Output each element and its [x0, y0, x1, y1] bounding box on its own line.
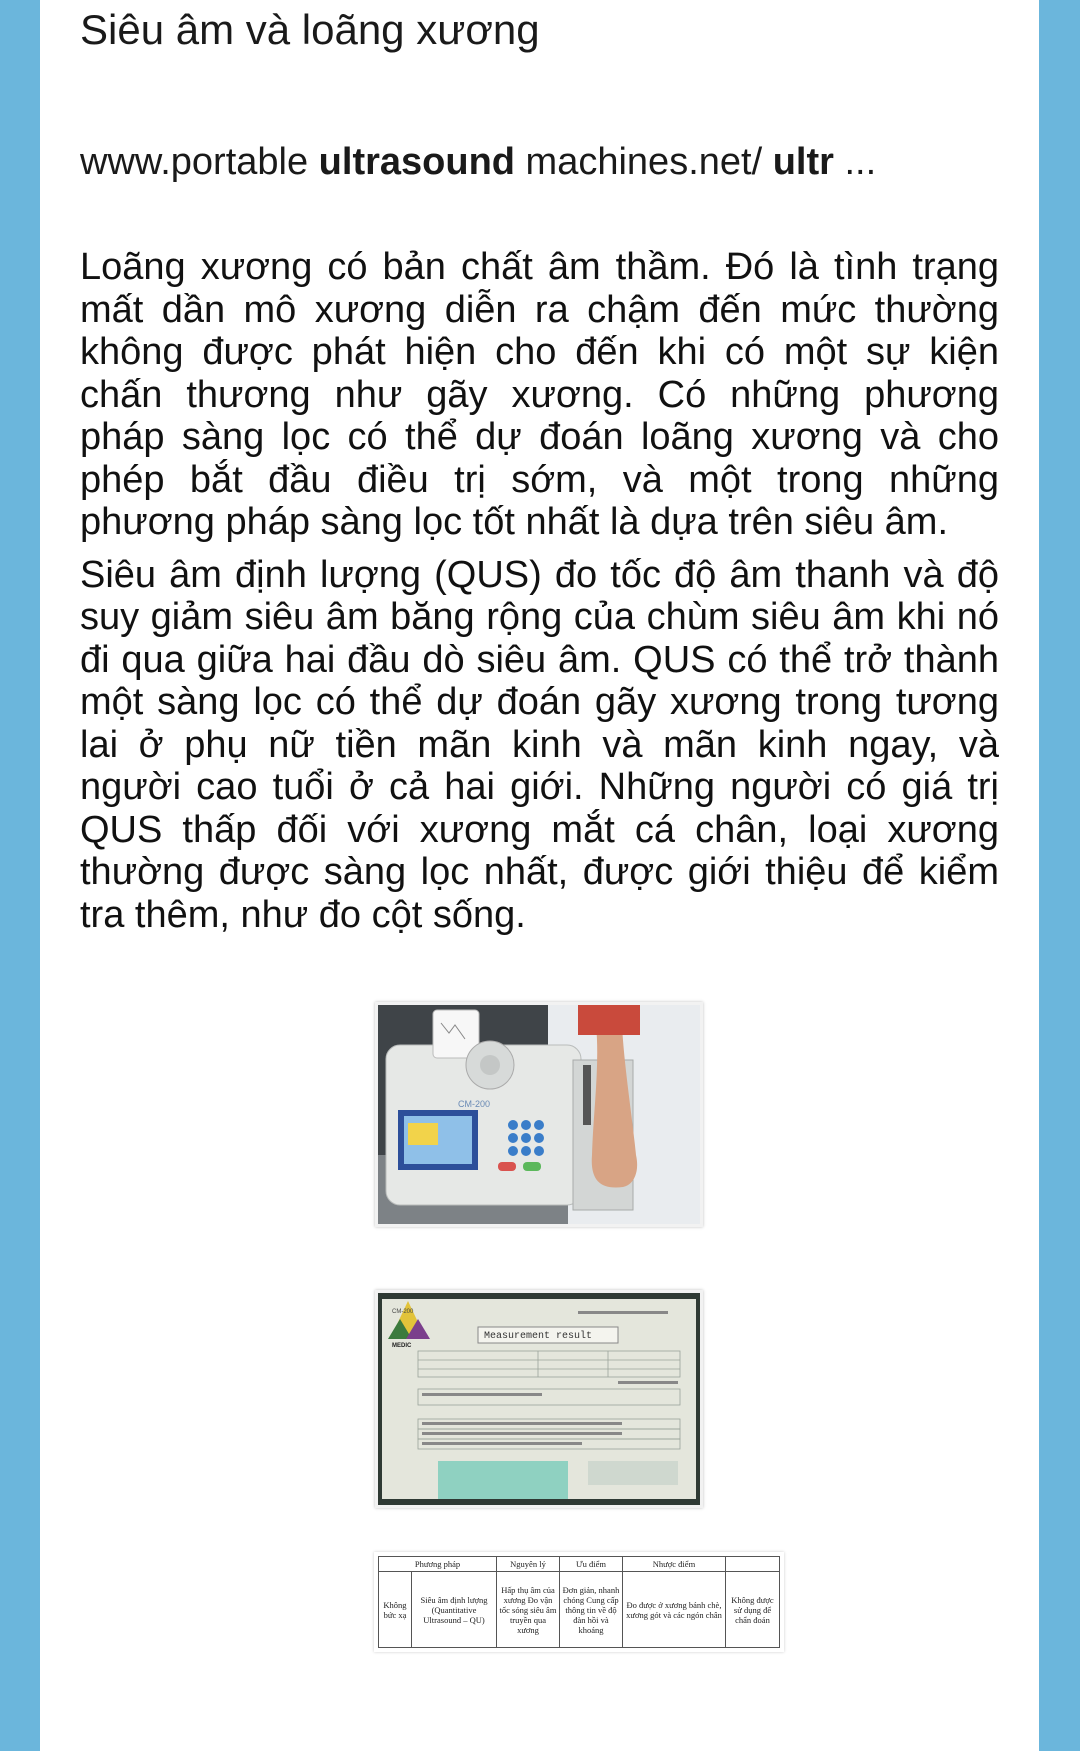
article-body: [80, 0, 999, 936]
cell-principle: Hấp thụ âm của xương Đo vận tốc sóng siêu âm truyền qua xương: [497, 1572, 560, 1648]
header-note: [726, 1557, 780, 1572]
url-part: machines.net/: [515, 141, 773, 183]
measurement-result-photo: [375, 1290, 703, 1508]
paragraph: Loãng xương có bản chất âm thầm. Đó là tình trạng mất dần mô xương diễn ra chậm đến mức thường không được phát hiện cho đến khi có một sự kiện chấn thương như gãy xương. Có những phương pháp sàng lọc có thể dự đoán loãng xương và cho phép bắt đầu điều trị sớm, và một trong những phương pháp sàng lọc tốt nhất là dựa trên siêu âm.: [80, 246, 999, 543]
url-ellipsis: ...: [833, 141, 877, 183]
densitometer-illustration: [378, 1005, 700, 1224]
comparison-table: [378, 1556, 780, 1648]
url-part: www.portable: [80, 141, 319, 183]
cell-disadvantages: Đo được ở xương bánh chè, xương gót và các ngón chân: [623, 1572, 726, 1648]
paragraph: Siêu âm định lượng (QUS) đo tốc độ âm thanh và độ suy giảm siêu âm băng rộng của chùm siêu âm khi nó đi qua giữa hai đầu dò siêu âm. QUS có thể trở thành một sàng lọc có thể dự đoán gãy xương trong tương lai ở phụ nữ tiền mãn kinh và mãn kinh ngay, và người cao tuổi ở cả hai giới. Những người có giá trị QUS thấp đối với xương mắt cá chân, loại xương thường được sàng lọc nhất, được giới thiệu để kiểm tra thêm, như đo cột sống.: [80, 553, 999, 936]
sheet-heading: Measurement result: [484, 1331, 593, 1342]
cell-method: Siêu âm định lượng (Quantitative Ultrasound – QU): [412, 1572, 497, 1648]
measurement-sheet-illustration: [378, 1293, 700, 1505]
densitometer-photo: [375, 1002, 703, 1227]
url-keyword: ultrasound: [318, 141, 515, 183]
table-row: [379, 1572, 780, 1648]
article-title: Siêu âm và loãng xương: [80, 6, 540, 53]
comparison-table-figure: [374, 1552, 784, 1652]
cell-note: Không được sử dụng để chẩn đoán: [726, 1572, 780, 1648]
url-keyword: ultr: [772, 141, 834, 183]
header-principle: Nguyên lý: [497, 1557, 560, 1572]
source-url-link[interactable]: [80, 140, 999, 184]
device-label: CM-200: [458, 1099, 491, 1109]
header-method: Phương pháp: [379, 1557, 497, 1572]
header-disadvantages: Nhược điểm: [623, 1557, 726, 1572]
cell-group: Không bức xạ: [379, 1572, 412, 1648]
logo-text: MEDIC: [392, 1343, 412, 1349]
sheet-model: CM-200: [392, 1309, 414, 1315]
table-header-row: [379, 1557, 780, 1572]
document-page: [40, 0, 1039, 1751]
cell-advantages: Đơn giản, nhanh chóng Cung cấp thông tin về độ đàn hồi và khoáng: [560, 1572, 623, 1648]
header-advantages: Ưu điểm: [560, 1557, 623, 1572]
